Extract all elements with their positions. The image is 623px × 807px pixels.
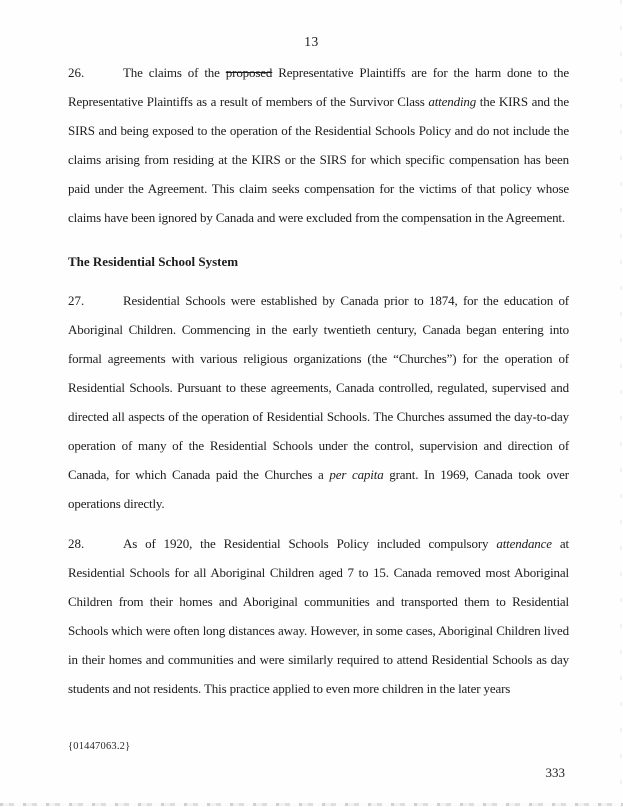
document-body	[68, 58, 569, 703]
body-text: The Residential School System	[68, 254, 239, 269]
scan-noise-bottom-edge	[0, 803, 623, 806]
paragraph-number: 26.	[68, 65, 85, 80]
body-text: Residential Schools were established by Canada prior to 1874, for the education of Aboriginal Children. Commencing in the early twentieth century, Canada began entering into formal agreements with various religious organizations (the “Churches”) for the operation of Residential Schools. Pursuant to these agreements, Canada controlled, regulated, supervised and directed all aspects of the operation of Residential Schools. The Churches assumed the day-to-day operation of many of the Residential Schools under the control, supervision and direction of Canada, for which Canada paid the Churches a	[68, 293, 569, 482]
footer-document-number: {01447063.2}	[68, 741, 131, 752]
paragraph-number: 27.	[68, 293, 85, 308]
body-text: the KIRS and the SIRS and being exposed to the operation of the Residential Schools Policy and do not include the claims arising from residing at the KIRS or the SIRS for which specific compensation has been paid under the Agreement. This claim seeks compensation for the victims of that policy whose claims have been ignored by Canada and were excluded from the compensation in the Agreement.	[68, 94, 569, 225]
paragraph-27	[68, 286, 569, 518]
body-text: As of 1920, the Residential Schools Policy included compulsory	[123, 536, 497, 551]
body-text: grant. In 1969, Canada took over operations directly.	[68, 467, 569, 511]
italic-text: attending	[428, 94, 477, 109]
italic-text: attendance	[496, 536, 552, 551]
header-page-number: 13	[304, 34, 319, 49]
scan-noise-right-edge	[620, 0, 622, 807]
section-heading	[68, 247, 569, 276]
paragraph-28	[68, 529, 569, 703]
paragraph-number: 28.	[68, 536, 85, 551]
footer-page-number: 333	[545, 765, 565, 780]
body-text: at Residential Schools for all Aboriginal Children aged 7 to 15. Canada removed most Aboriginal Children from their homes and Aboriginal communities and transported them to Residential Schools which were often long distances away. However, in some cases, Aboriginal Children lived in their homes and communities and were similarly required to attend Residential Schools as day students and not residents. This practice applied to even more children in the later years	[68, 536, 569, 696]
italic-text: per capita	[329, 467, 384, 482]
struck-text: proposed	[225, 65, 273, 80]
body-text: Representative Plaintiffs are for the harm done to the Representative Plaintiffs as a result of members of the Survivor Class	[68, 65, 569, 109]
paragraph-26	[68, 58, 569, 232]
body-text: The claims of the	[123, 65, 226, 80]
